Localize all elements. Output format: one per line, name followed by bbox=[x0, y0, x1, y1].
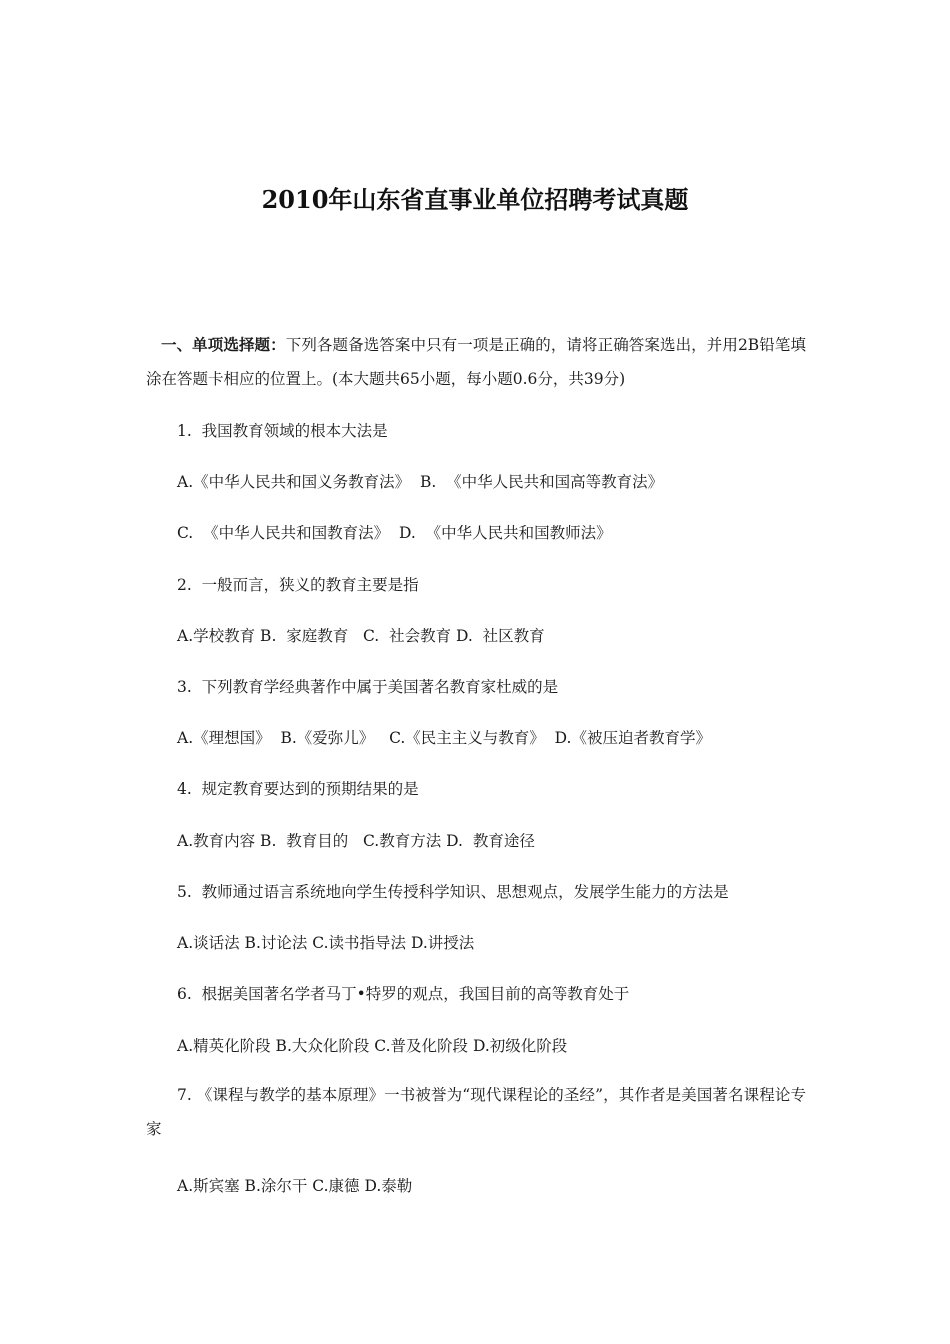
question-stem-3: 3. 下列教育学经典著作中属于美国著名教育家杜威的是 bbox=[177, 678, 559, 696]
question-options-4: A.教育内容 B. 教育目的 C.教育方法 D. 教育途径 bbox=[177, 832, 535, 850]
document-title: 2010年山东省直事业单位招聘考试真题 bbox=[261, 185, 689, 214]
question-options-1b: C. 《中华人民共和国教育法》 D. 《中华人民共和国教师法》 bbox=[177, 524, 612, 542]
question-stem-5: 5. 教师通过语言系统地向学生传授科学知识、思想观点，发展学生能力的方法是 bbox=[177, 883, 729, 901]
question-options-6: A.精英化阶段 B.大众化阶段 C.普及化阶段 D.初级化阶段 bbox=[177, 1037, 568, 1055]
question-stem-6: 6. 根据美国著名学者马丁•特罗的观点，我国目前的高等教育处于 bbox=[177, 985, 630, 1003]
section-instruction bbox=[146, 328, 806, 396]
question-options-5: A.谈话法 B.讨论法 C.读书指导法 D.讲授法 bbox=[177, 934, 475, 952]
section-lead: 一、单项选择题： bbox=[161, 335, 286, 354]
section-instruction-text: 下列各题备选答案中只有一项是正确的，请将正确答案选出，并用2B铅笔填涂在答题卡相应的位置上。(本大题共65小题，每小题0.6分，共39分) bbox=[146, 336, 806, 388]
question-options-7: A.斯宾塞 B.涂尔干 C.康德 D.泰勒 bbox=[177, 1177, 413, 1195]
question-options-1a: A.《中华人民共和国义务教育法》 B. 《中华人民共和国高等教育法》 bbox=[177, 473, 664, 491]
question-stem-1: 1. 我国教育领域的根本大法是 bbox=[177, 422, 388, 440]
question-stem-4: 4. 规定教育要达到的预期结果的是 bbox=[177, 780, 419, 798]
question-options-3: A.《理想国》 B.《爱弥儿》 C.《民主主义与教育》 D.《被压迫者教育学》 bbox=[177, 729, 711, 747]
question-stem-7: 7. 《课程与教学的基本原理》一书被誉为“现代课程论的圣经”，其作者是美国著名课程论专家 bbox=[146, 1086, 806, 1138]
question-options-2: A.学校教育 B. 家庭教育 C. 社会教育 D. 社区教育 bbox=[177, 627, 545, 645]
question-stem-2: 2. 一般而言，狭义的教育主要是指 bbox=[177, 576, 419, 594]
